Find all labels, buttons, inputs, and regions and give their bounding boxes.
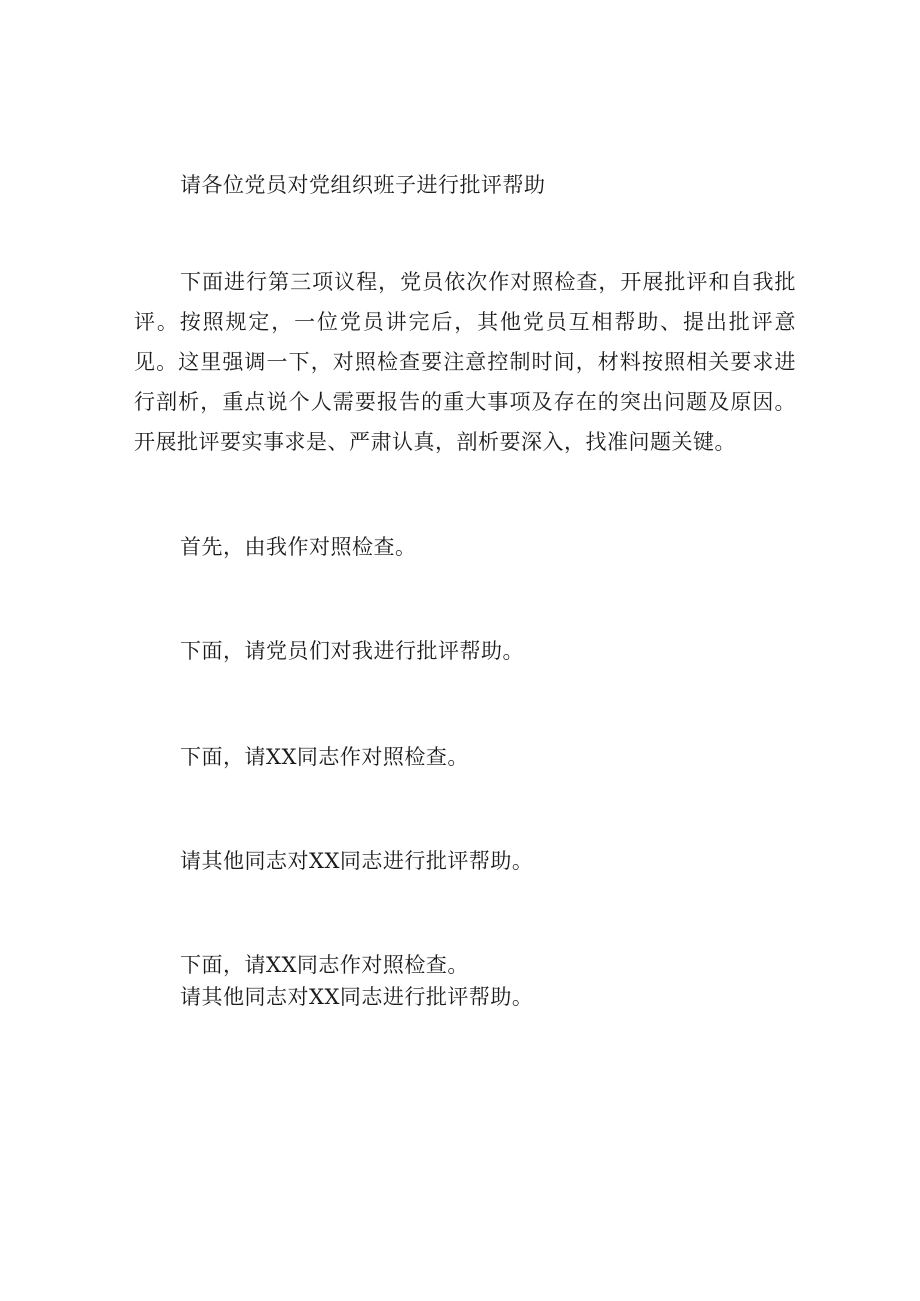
invite-others-xx-line: 请其他同志对XX同志进行批评帮助。 <box>180 985 534 1009</box>
invite-xx-check-line: 下面，请XX同志作对照检查。 <box>180 953 469 977</box>
invite-others-xx-line: 请其他同志对XX同志进行批评帮助。 <box>180 849 534 873</box>
intro-paragraph: 下面进行第三项议程，党员依次作对照检查，开展批评和自我批评。按照规定，一位党员讲完后，其他党员互相帮助、提出批评意见。这里强调一下，对照检查要注意控制时间，材料按照相关要求进行剖析，重点说个人需要报告的重大事项及存在的突出问题及原因。开展批评要实事求是、严肃认真，剖析要深入，找准问题关键。 <box>134 270 796 454</box>
invite-criticism-me-line: 下面，请党员们对我进行批评帮助。 <box>180 639 524 663</box>
first-self-check-line: 首先，由我作对照检查。 <box>180 535 417 559</box>
invite-xx-check-line: 下面，请XX同志作对照检查。 <box>180 745 469 769</box>
document-heading: 请各位党员对党组织班子进行批评帮助 <box>180 173 546 197</box>
